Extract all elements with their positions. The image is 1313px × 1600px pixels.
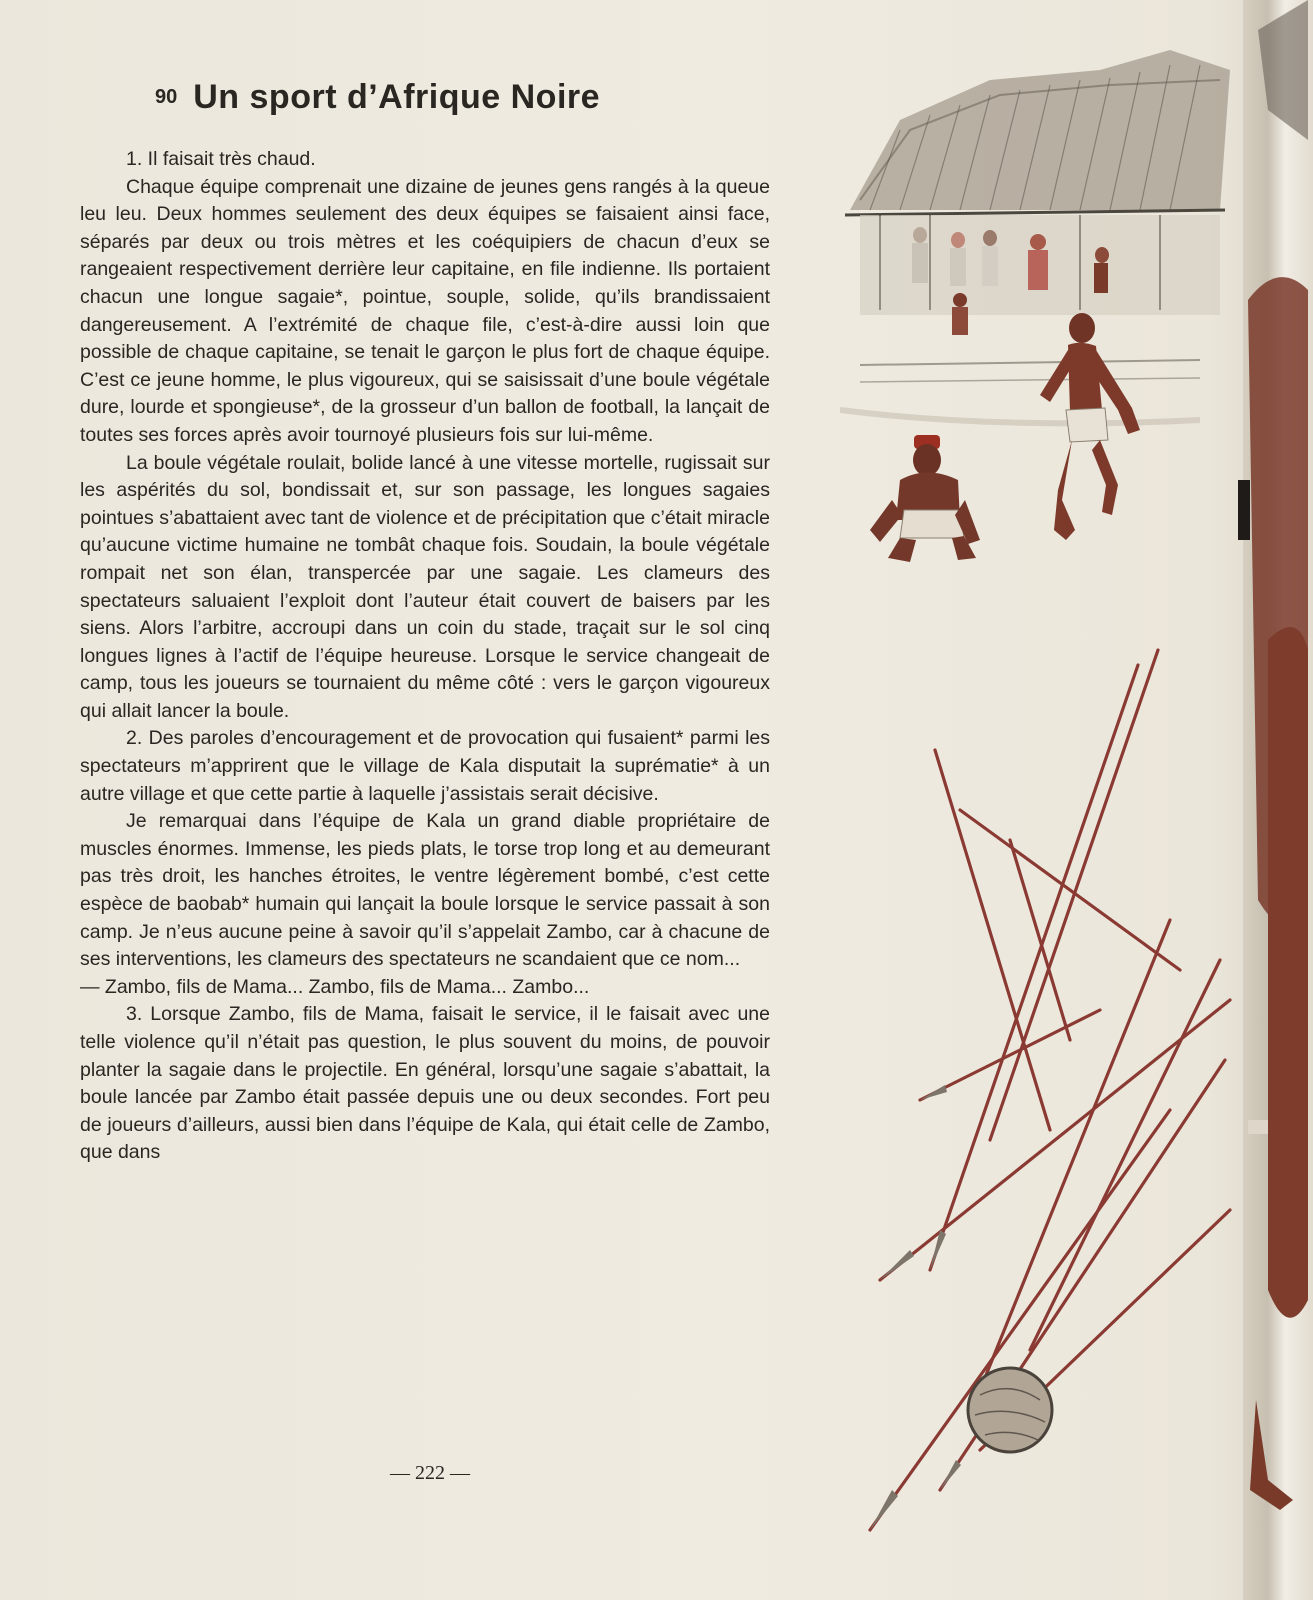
- crouching-referee-illustration: [870, 435, 980, 562]
- ground-illustration: [840, 360, 1200, 423]
- lesson-text: [80, 146, 770, 1167]
- paragraph-teams: Chaque équipe comprenait une dizaine de jeunes gens rangés à la queue leu leu. Deux hommes seulement des deux équipes se faisaient ainsi face, séparés par deux ou trois mètres et les coéquipiers de chacun d’eux se rangeaient respectivement derrière leur capitaine, en file indienne. Ils portaient chacun une longue sagaie*, pointue, souple, solide, qu’ils brandissaient dangereusement. A l’extrémité de chaque file, c’est-à-dire aussi loin que possible de chaque capitaine, se tenait le garçon le plus fort de chaque équipe. C’est ce jeune homme, le plus vigoureux, qui se saisissait d’une boule végétale dure, lourde et spongieuse*, de la grosseur d’un ballon de football, la lançait de toutes ses forces après avoir tournoyé plusieurs fois sur lui-même.: [80, 175, 770, 446]
- hut-roof-illustration: [845, 50, 1230, 215]
- spear-tips-illustration: [870, 1085, 961, 1530]
- paragraph-chant: — Zambo, fils de Mama... Zambo, fils de Mama... Zambo...: [80, 975, 590, 998]
- dancing-player-illustration: [1040, 313, 1140, 540]
- vegetal-ball-illustration: [968, 1368, 1052, 1452]
- paragraph-zambo: Je remarquai dans l’équipe de Kala un grand diable propriétaire de muscles énormes. Immense, les pieds plats, le torse trop long et au demeurant pas très droit, les hanches étroites, le ventre légèrement bombé, c’est cette espèce de baobab* humain qui lançait la boule lorsque le service passait à son camp. Je n’eus aucune peine à savoir qu’il s’appelait Zambo, car à chacune de ses interventions, les clameurs des spectateurs ne scandaient que ce nom...: [80, 810, 770, 971]
- lesson-title: Un sport d’Afrique Noire: [193, 78, 601, 116]
- paragraph-1-intro: 1. Il faisait très chaud.: [126, 148, 316, 170]
- paragraph-2-village: 2. Des paroles d’encouragement et de provocation qui fusaient* parmi les spectateurs m’apprirent que le village de Kala disputait la suprématie* à un autre village et que cette partie à laquelle j’assistais serait décisive.: [80, 727, 770, 805]
- page-number: — 222 —: [390, 1462, 470, 1484]
- paragraph-ball: La boule végétale roulait, bolide lancé à une vitesse mortelle, rugissait sur les aspérités du sol, bondissait et, sur son passage, les longues sagaies pointues s’abattaient avec tant de violence et de précipitation que c’était miracle qu’aucune victime humaine ne tombât chaque fois. Soudain, la boule végétale rompait net son élan, transpercée par une sagaie. Les clameurs des spectateurs saluaient l’exploit dont l’auteur était couvert de baisers par les siens. Alors l’arbitre, accroupi dans un coin du stade, traçait sur le sol cinq longues lignes à l’actif de l’équipe heureuse. Lorsque le service changeait de camp, tous les joueurs se tournaient du même côté : vers le garçon vigoureux qui allait lancer la boule.: [80, 451, 770, 722]
- paragraph-3-service: 3. Lorsque Zambo, fils de Mama, faisait le service, il le faisait avec une telle violence qu’il n’était pas question, le plus souvent du moins, de pouvoir planter la sagaie dans le projectile. En général, lorsqu’une sagaie s’abattait, la boule lancée par Zambo était passée depuis une ou deux secondes. Fort peu de joueurs d’ailleurs, aussi bien dans l’équipe de Kala, qui était celle de Zambo, que dans: [80, 1003, 770, 1164]
- lesson-heading: [155, 78, 755, 128]
- illustration: [840, 10, 1240, 1590]
- facing-page-figures-illustration: [1238, 0, 1308, 1510]
- lesson-number: 90: [155, 86, 178, 108]
- facing-page-figures: [1238, 0, 1308, 1600]
